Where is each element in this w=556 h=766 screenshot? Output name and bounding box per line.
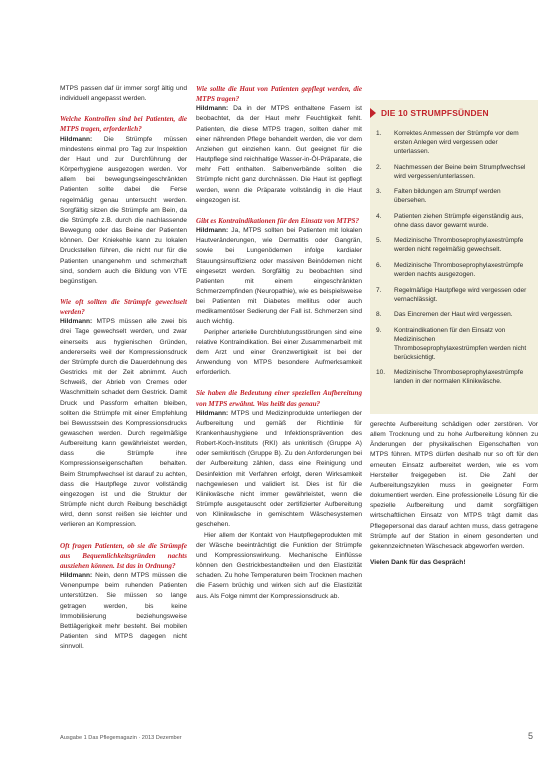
- list-item: [376, 326, 530, 362]
- answer-text: MTPS müssen alle zwei bis drei Tage gewechselt werden, und zwar einerseits aus hygienischen Gründen, andererseits weil der Kompressionsdruck der Strümpfe durch die Dauerdehnung des Gestricks mit der Zeit abnimmt. Auch Schweiß, der Abrieb von Cremes oder Waschmitteln schadet dem Gestrick. Damit Druck und Passform erhalten bleiben, sollten die Strümpfe mit einer Empfehlung bei Bewusstsein des Kompressionsdrucks gewaschen werden. Durch regelmäßige Aufbereitung kann gewährleistet werden, dass die Strümpfe ihre Kompressionseigenschaften behalten. Beim Strumpfwechsel ist darauf zu achten, dass die Hautpflege zuvor vollständig eingezogen ist und die Struktur der Strümpfe nicht durch Reibung beschädigt wird, denn sonst reißen sie leichter und verlieren an Kompression.: [60, 318, 187, 529]
- column-2: [196, 84, 362, 602]
- footer-publication: Ausgabe 1 Das Pflegemagazin · 2013 Dezember: [60, 735, 182, 741]
- list-item-text: Medizinische Thromboseprophylaxestrümpfe werden nachts ausgezogen.: [394, 261, 524, 278]
- answer-change-frequency: [60, 317, 187, 530]
- column-3: [370, 420, 538, 568]
- list-item-number: 7.: [376, 286, 382, 294]
- list-item-text: Das Eincremen der Haut wird vergessen.: [394, 311, 513, 319]
- list-item-number: 4.: [376, 212, 382, 220]
- speaker-label: Hildmann:: [60, 318, 93, 326]
- list-item-number: 2.: [376, 163, 382, 171]
- answer-text: Die Strümpfe müssen mindestens einmal pro Tag zur Inspektion der Haut und zur Durchführung der Körperhygiene ausgezogen werden. Vor allem bei bewegungseingeschränkten Patienten sollte dabei die Ferse regelmäßig genau untersucht werden. Sorgfältig sitzen die Strümpfe am Bein, da die Strümpfe z.B. durch die nachlassende Bewegung oder das Beine der Patienten können. Der Kniekehle kann zu lokalen Druckstellen führen, die nicht nur für die Patienten unangenehm und schmerzhaft sind, sondern auch die Bildung von VTE begünstigen.: [60, 135, 187, 285]
- list-item-text: Medizinische Thromboseprophylaxestrümpfe landen in der normalen Klinikwäsche.: [394, 369, 524, 386]
- sidebar-box-ten-sins: [370, 100, 538, 414]
- list-item-number: 6.: [376, 261, 382, 269]
- answer-text: Nein, denn MTPS müssen die Venenpumpe beim ruhenden Patienten unterstützen. Sie müssen so lange getragen werden, bis keine Immobilisierung beziehungsweise Bettlägerigkeit mehr besteht. Bei mobilen Patienten sind MTPS dagegen nicht sinnvoll.: [60, 572, 187, 651]
- question-controls: Welche Kontrollen sind bei Patienten, die MTPS tragen, erforderlich?: [60, 115, 187, 134]
- list-item-text: Medizinische Thromboseprophylaxestrümpfe werden nicht regelmäßig gewechselt.: [394, 237, 524, 254]
- list-item-text: Regelmäßige Hautpflege wird vergessen oder vernachlässigt.: [394, 286, 527, 303]
- list-item: [376, 129, 530, 156]
- list-item-text: Korrektes Anmessen der Strümpfe vor dem ersten Anlegen wird vergessen oder unterlassen.: [394, 130, 519, 155]
- reprocessing-continued: gerechte Aufbereitung schädigen oder zerstören. Vor allem Trocknung und zu hohe Aufbereitung können zu Änderungen der physikalischen Eigenschaften von MTPS führen. MTPS dürfen deshalb nur so oft für den erneuten Einsatz aufbereitet werden, wie es vom Hersteller freigegeben ist. Die Zahl der Aufbereitungszyklen muss in geeigneter Form dokumentiert werden. Eine professionelle Lösung für die spezielle Aufbereitung und damit sorgfältigen wirtschaftlichen Einsatz von MTPS trägt damit das Pflegepersonal das darauf achten muss, dass getragene Strümpfe auf der Station in einem gesonderten und gekennzeichneten Wäschesack abgeworfen werden.: [370, 421, 538, 550]
- list-item-number: 10.: [376, 369, 386, 377]
- closing-thanks: Vielen Dank für das Gespräch!: [370, 559, 466, 567]
- answer-night: [60, 571, 187, 652]
- question-reprocessing: Sie haben die Bedeutung einer speziellen Aufbereitung von MTPS erwähnt. Was heißt das genau?: [196, 389, 362, 408]
- answer-text: Ja, MTPS sollten bei Patienten mit lokalen Hautveränderungen, wie Dermatitis oder Gangrän, sowie bei Lungenödemen infolge kardialer Stauungsinsuffizienz oder massiven Beinödemen nicht eingesetzt werden. Sorgfältig zu beobachten sind Patienten mit einem eingeschränkten Schmerzempfinden (Neuropathie), wie es beispielsweise bei Patienten mit Diabetes mellitus oder auch medikamentöser Sedierung der Fall ist. Schmerzen sind auch wichtig.: [196, 227, 362, 326]
- answer-text: MTPS und Medizinprodukte unterliegen der Aufbereitung und gemäß der Richtlinie für Krankenhaushygiene und Infektionsprävention des Robert-Koch-Instituts (RKI) als unkritisch (Gruppe A) oder semikritisch (Gruppe B). Zu den Anforderungen bei der Aufbereitung zählen, dass eine Reinigung und Desinfektion mit Verfahren erfolgt, deren Wirksamkeit nachgewiesen und validiert ist. Dies ist für die Klinikwäsche nicht immer gewährleistet, wenn die Strümpfe ausgetauscht oder zertifizierter Aufbereitung von Klinikwäsche in gemischtem Wäschesystemen geschehen.: [196, 409, 362, 529]
- list-item: [376, 212, 530, 230]
- answer-reprocessing: [196, 409, 362, 531]
- list-item: [376, 261, 530, 279]
- answer-contraindications-cont: Peripher arterielle Durchblutungsstörungen sind eine relative Kontraindikation. Bei einer Zusammenarbeit mit dem Arzt und einer Grenzwertigkeit ist bei der Anwendung von MTPS besondere Aufmerksamkeit erforderlich.: [196, 328, 362, 377]
- intro-paragraph: MTPS passen daf ür immer sorgf ältig und individuell angepasst werden.: [60, 85, 187, 103]
- answer-contraindications: [196, 226, 362, 328]
- speaker-label: Hildmann:: [196, 105, 229, 113]
- box-title: DIE 10 STRUMPFSÜNDEN: [381, 108, 489, 118]
- list-item-text: Nachmessen der Beine beim Strumpfwechsel wird vergessen/unterlassen.: [394, 163, 526, 180]
- list-item-text: Patienten ziehen Strümpfe eigenständig aus, ohne dass davor gewarnt wurde.: [394, 212, 524, 229]
- speaker-label: Hildmann:: [196, 409, 229, 417]
- list-item: [376, 236, 530, 254]
- speaker-label: Hildmann:: [60, 135, 93, 143]
- list-item-number: 5.: [376, 237, 382, 245]
- list-item-number: 9.: [376, 326, 382, 334]
- answer-reprocessing-cont: Hier allem der Kontakt von Hautpflegeprodukten mit der Wäsche beeinträchtigt die Funktion der Strümpfe und Kompressionswirkung. Mechanische Einflüsse können den Gestrickbestandteilen und den Elastizität schaden. Zu hohe Temperaturen beim Trocknen machen die Fasern brüchig und wirken sich auf die Elastizität aus. Als Folge nimmt der Kompressionsdruck ab.: [196, 531, 362, 600]
- list-item: [376, 368, 530, 386]
- speaker-label: Hildmann:: [60, 572, 93, 580]
- list-item: [376, 286, 530, 304]
- page-number: 5: [528, 731, 534, 741]
- answer-controls: [60, 135, 187, 287]
- triangle-marker-icon: [370, 108, 376, 118]
- list-item: [376, 310, 530, 319]
- list-item-text: Falten bildungen am Strumpf werden übersehen.: [394, 188, 501, 205]
- list-item-number: 8.: [376, 311, 382, 319]
- list-item-number: 3.: [376, 188, 382, 196]
- question-change-frequency: Wie oft sollten die Strümpfe gewechselt werden?: [60, 297, 187, 317]
- list-item: [376, 187, 530, 205]
- question-night: Oft fragen Patienten, ob sie die Strümpfe aus Bequemlichkeitsgründen nachts ausziehen können. Ist das in Ordnung?: [60, 541, 187, 570]
- sins-list: [376, 129, 530, 393]
- column-1: [60, 84, 187, 652]
- answer-skin-care: [196, 104, 362, 206]
- speaker-label: Hildmann:: [196, 227, 229, 235]
- list-item-number: 1.: [376, 130, 382, 137]
- list-item: [376, 163, 530, 181]
- list-item-text: Kontraindikationen für den Einsatz von Medizinischen Thromboseprophylaxestrümpfen werden nicht berücksichtigt.: [394, 326, 527, 361]
- question-contraindications: Gibt es Kontraindikationen für den Einsatz von MTPS?: [196, 216, 359, 225]
- answer-text: Da in der MTPS enthaltene Fasern ist beobachtet, da der Haut mehr Feuchtigkeit fehlt. Patienten, die diese MTPS tragen, sollten daher mit einer nährenden Pflege behandelt werden, die vor dem Anziehen gut einziehen kann. Gut geeignet für die Hautpflege sind reichhaltige Wasser-in-Öl-Präparate, die mehr Fett enthalten. Salbenverbände sollten die Strümpfe nicht ganz durchnässen. Die Haut ist gepflegt werden, wenn die Präparate vollständig in die Haut eingezogen ist.: [196, 105, 362, 204]
- question-skin-care: Wie sollte die Haut von Patienten gepflegt werden, die MTPS tragen?: [196, 85, 362, 104]
- box-header: [370, 106, 538, 120]
